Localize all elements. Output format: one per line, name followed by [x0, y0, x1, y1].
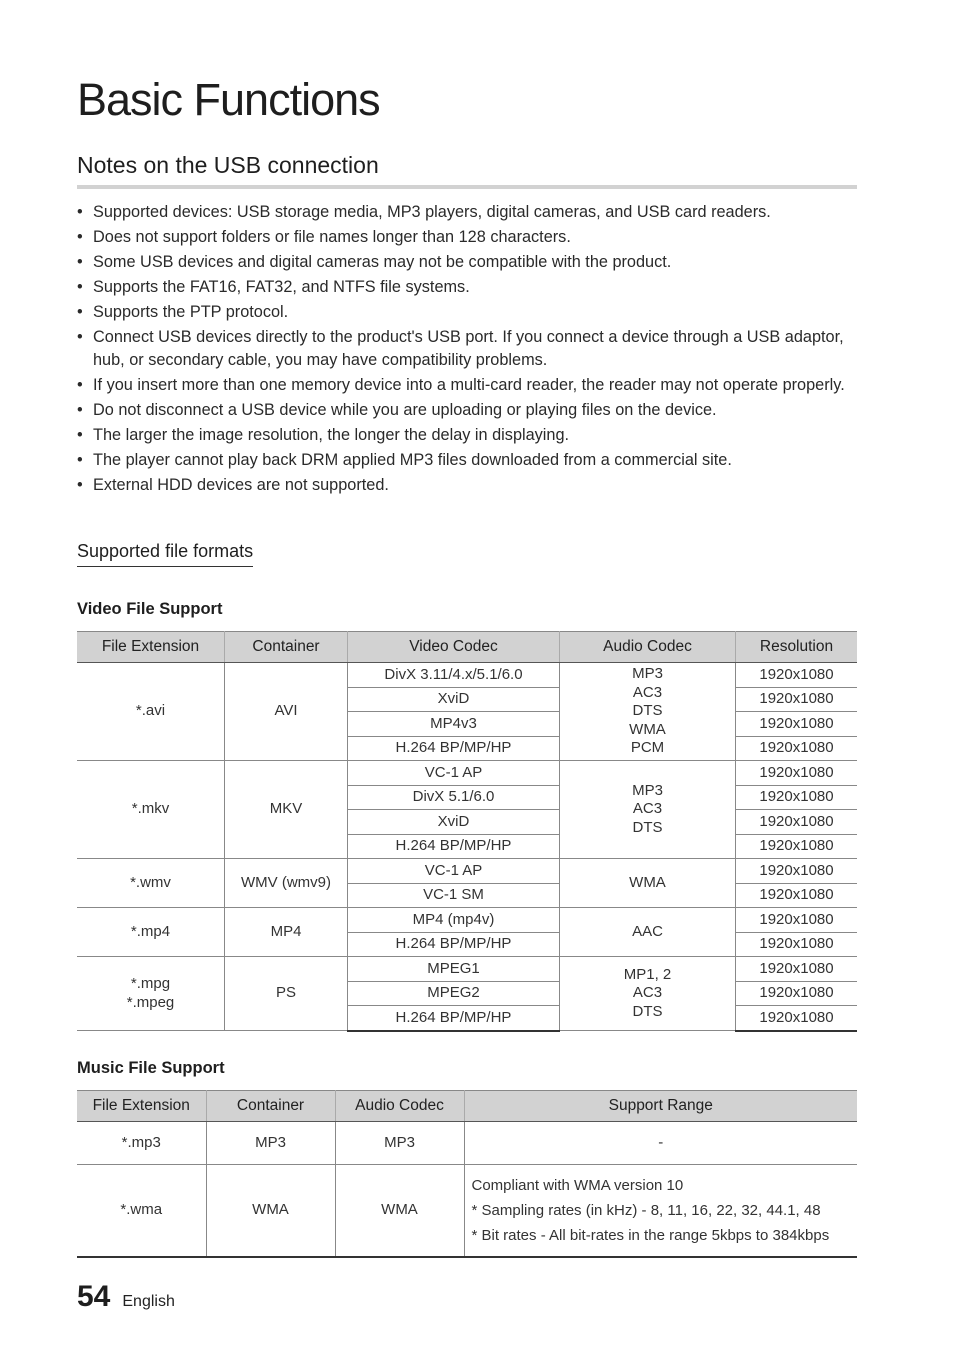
- audio-codec-cell: MP3: [335, 1122, 464, 1165]
- usb-notes-heading: Notes on the USB connection: [77, 152, 857, 189]
- resolution-cell: 1920x1080: [736, 1006, 858, 1031]
- container-cell: MKV: [225, 761, 348, 859]
- support-range-cell: Compliant with WMA version 10 * Sampling rates (in kHz) - 8, 11, 16, 22, 32, 44.1, 48 * Bit rates - All bit-rates in the range 5kbps to 384kbps: [464, 1165, 857, 1257]
- video-codec-cell: VC-1 AP: [348, 761, 560, 786]
- table-row: [77, 1122, 857, 1165]
- audio-codec-cell: AAC: [560, 908, 736, 957]
- video-support-heading: Video File Support: [77, 600, 223, 618]
- container-cell: MP4: [225, 908, 348, 957]
- resolution-cell: 1920x1080: [736, 883, 858, 908]
- video-codec-cell: XviD: [348, 687, 560, 712]
- column-header: Video Codec: [348, 632, 560, 663]
- column-header: Container: [225, 632, 348, 663]
- music-support-heading: Music File Support: [77, 1059, 225, 1077]
- music-support-table: [77, 1090, 857, 1258]
- video-codec-cell: DivX 5.1/6.0: [348, 785, 560, 810]
- usb-note-item: • External HDD devices are not supported.: [77, 474, 857, 497]
- column-header: Audio Codec: [335, 1091, 464, 1122]
- video-codec-cell: H.264 BP/MP/HP: [348, 834, 560, 859]
- page-title: Basic Functions: [77, 74, 380, 125]
- usb-note-item: • Does not support folders or file names longer than 128 characters.: [77, 226, 857, 249]
- video-codec-cell: VC-1 AP: [348, 859, 560, 884]
- audio-codec-cell: WMA: [335, 1165, 464, 1257]
- supported-formats-heading: Supported file formats: [77, 541, 253, 567]
- usb-note-item: • The larger the image resolution, the longer the delay in displaying.: [77, 424, 857, 447]
- resolution-cell: 1920x1080: [736, 981, 858, 1006]
- file-extension-cell: *.mp3: [77, 1122, 206, 1165]
- column-header: Resolution: [736, 632, 858, 663]
- resolution-cell: 1920x1080: [736, 859, 858, 884]
- resolution-cell: 1920x1080: [736, 908, 858, 933]
- table-row: [77, 859, 857, 884]
- container-cell: PS: [225, 957, 348, 1031]
- page-language: English: [122, 1293, 175, 1310]
- usb-note-item: • The player cannot play back DRM applied MP3 files downloaded from a commercial site.: [77, 449, 857, 472]
- usb-note-item: • Do not disconnect a USB device while you are uploading or playing files on the device.: [77, 399, 857, 422]
- container-cell: AVI: [225, 663, 348, 761]
- resolution-cell: 1920x1080: [736, 712, 858, 737]
- usb-note-item: • Supports the FAT16, FAT32, and NTFS file systems.: [77, 276, 857, 299]
- audio-codec-cell: MP3 AC3 DTS WMA PCM: [560, 663, 736, 761]
- usb-note-item: • Connect USB devices directly to the product's USB port. If you connect a device through a USB adaptor, hub, or secondary cable, you may have compatibility problems.: [77, 326, 857, 371]
- usb-note-item: • Some USB devices and digital cameras may not be compatible with the product.: [77, 251, 857, 274]
- audio-codec-cell: MP3 AC3 DTS: [560, 761, 736, 859]
- file-extension-cell: *.avi: [77, 663, 225, 761]
- column-header: File Extension: [77, 632, 225, 663]
- column-header: File Extension: [77, 1091, 206, 1122]
- column-header: Support Range: [464, 1091, 857, 1122]
- table-row: [77, 1165, 857, 1257]
- file-extension-cell: *.mkv: [77, 761, 225, 859]
- page-footer: [77, 1280, 175, 1314]
- video-codec-cell: H.264 BP/MP/HP: [348, 736, 560, 761]
- video-codec-cell: MP4 (mp4v): [348, 908, 560, 933]
- video-support-table: [77, 631, 857, 1032]
- video-codec-cell: MPEG1: [348, 957, 560, 982]
- container-cell: WMA: [206, 1165, 335, 1257]
- audio-codec-cell: WMA: [560, 859, 736, 908]
- resolution-cell: 1920x1080: [736, 663, 858, 688]
- usb-note-item: • Supported devices: USB storage media, MP3 players, digital cameras, and USB card readers.: [77, 201, 857, 224]
- usb-note-item: • If you insert more than one memory device into a multi-card reader, the reader may not operate properly.: [77, 374, 857, 397]
- resolution-cell: 1920x1080: [736, 932, 858, 957]
- resolution-cell: 1920x1080: [736, 736, 858, 761]
- table-row: [77, 957, 857, 982]
- file-extension-cell: *.mp4: [77, 908, 225, 957]
- resolution-cell: 1920x1080: [736, 957, 858, 982]
- resolution-cell: 1920x1080: [736, 761, 858, 786]
- resolution-cell: 1920x1080: [736, 834, 858, 859]
- column-header: Audio Codec: [560, 632, 736, 663]
- support-range-cell: -: [464, 1122, 857, 1165]
- container-cell: WMV (wmv9): [225, 859, 348, 908]
- resolution-cell: 1920x1080: [736, 810, 858, 835]
- resolution-cell: 1920x1080: [736, 785, 858, 810]
- table-row: [77, 908, 857, 933]
- usb-note-item: • Supports the PTP protocol.: [77, 301, 857, 324]
- video-codec-cell: VC-1 SM: [348, 883, 560, 908]
- audio-codec-cell: MP1, 2 AC3 DTS: [560, 957, 736, 1031]
- usb-notes-list: [77, 201, 857, 499]
- video-codec-cell: XviD: [348, 810, 560, 835]
- table-row: [77, 761, 857, 786]
- file-extension-cell: *.wmv: [77, 859, 225, 908]
- table-row: [77, 663, 857, 688]
- video-codec-cell: H.264 BP/MP/HP: [348, 1006, 560, 1031]
- file-extension-cell: *.wma: [77, 1165, 206, 1257]
- column-header: Container: [206, 1091, 335, 1122]
- page-number: 54: [77, 1280, 111, 1313]
- video-codec-cell: DivX 3.11/4.x/5.1/6.0: [348, 663, 560, 688]
- file-extension-cell: *.mpg *.mpeg: [77, 957, 225, 1031]
- video-codec-cell: MP4v3: [348, 712, 560, 737]
- container-cell: MP3: [206, 1122, 335, 1165]
- resolution-cell: 1920x1080: [736, 687, 858, 712]
- video-codec-cell: H.264 BP/MP/HP: [348, 932, 560, 957]
- video-codec-cell: MPEG2: [348, 981, 560, 1006]
